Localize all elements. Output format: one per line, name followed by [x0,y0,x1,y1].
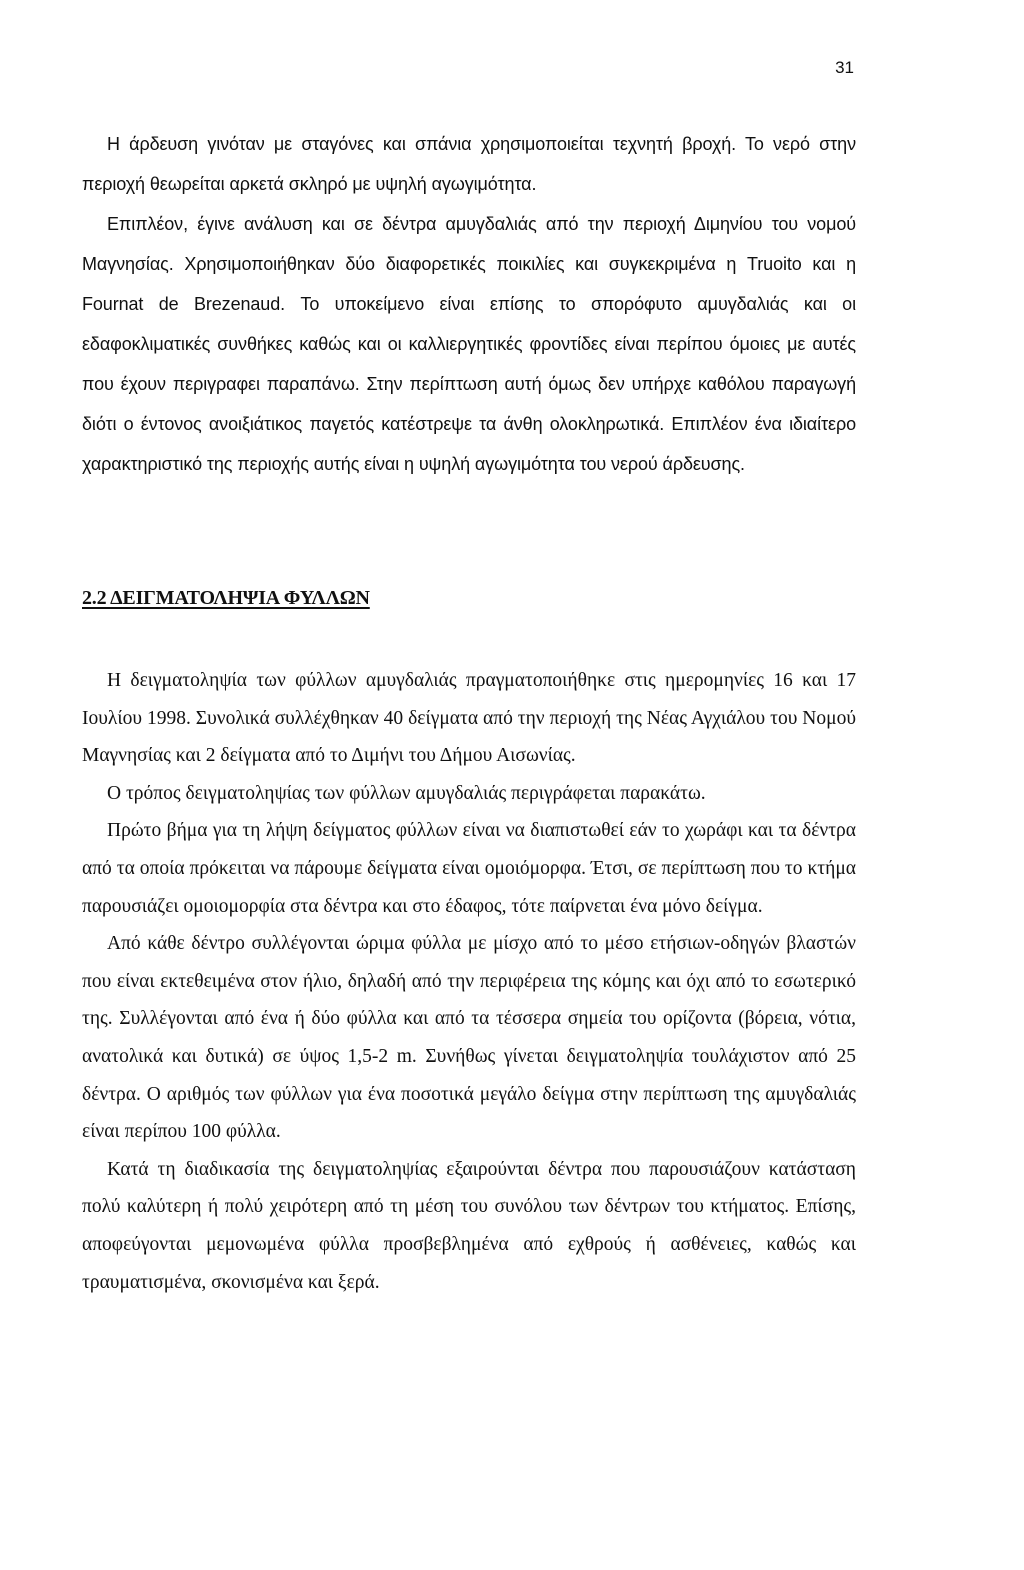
paragraph-sampling-method-intro: Ο τρόπος δειγματοληψίας των φύλλων αμυγδαλιάς περιγράφεται παρακάτω. [107,782,706,804]
sampling-text-block [82,662,856,1301]
paragraph-sampling-dates: Η δειγματοληψία των φύλλων αμυγδαλιάς πραγματοποιήθηκε στις ημερομηνίες 16 και 17 Ιουλίου 1998. Συνολικά συλλέχθηκαν 40 δείγματα από την περιοχή της Νέας Αγχιάλου του Νομού Μαγνησίας και 2 δείγματα από το Διμήνι του Δήμου Αισωνίας. [82,670,856,767]
paragraph-leaf-collection: Από κάθε δέντρο συλλέγονται ώριμα φύλλα με μίσχο από το μέσο ετήσιων-οδηγών βλαστών που είναι εκτεθειμένα στον ήλιο, δηλαδή από την περιφέρεια της κόμης και όχι από το εσωτερικό της. Συλλέγονται από ένα ή δύο φύλλα και από τα τέσσερα σημεία του ορίζοντα (βόρεια, νότια, ανατολικά και δυτικά) σε ύψος 1,5-2 m. Συνήθως γίνεται δειγματοληψία τουλάχιστον από 25 δέντρα. Ο αριθμός των φύλλων για ένα ποσοτικά μεγάλο δείγμα στην περίπτωση της αμυγδαλιάς είναι περίπου 100 φύλλα. [82,933,856,1143]
paragraph-dimini-analysis: Επιπλέον, έγινε ανάλυση και σε δέντρα αμυγδαλιάς από την περιοχή Διμηνίου του νομού Μαγνησίας. Χρησιμοποιήθηκαν δύο διαφορετικές ποικιλίες και συγκεκριμένα η Truoito και η Fournat de Brezenaud. Το υποκείμενο είναι επίσης το σπορόφυτο αμυγδαλιάς και οι εδαφοκλιματικές συνθήκες καθώς και οι καλλιεργητικές φροντίδες είναι περίπου όμοιες με αυτές που έχουν περιγραφει παραπάνω. Στην περίπτωση αυτή όμως δεν υπήρχε καθόλου παραγωγή διότι ο έντονος ανοιξιάτικος παγετός κατέστρεψε τα άνθη ολοκληρωτικά. Επιπλέον ένα ιδιαίτερο χαρακτηριστικό της περιοχής αυτής είναι η υψηλή αγωγιμότητα του νερού άρδευσης. [82,214,856,474]
section-heading: 2.2 ΔΕΙΓΜΑΤΟΛΗΨΙΑ ΦΥΛΛΩΝ [82,587,370,609]
paragraph-exclusions: Κατά τη διαδικασία της δειγματοληψίας εξαιρούνται δέντρα που παρουσιάζουν κατάσταση πολύ καλύτερη ή πολύ χειρότερη από τη μέση του συνόλου των δέντρων του κτήματος. Επίσης, αποφεύγονται μεμονωμένα φύλλα προσβεβλημένα από εχθρούς ή ασθένειες, καθώς και τραυματισμένα, σκονισμένα και ξερά. [82,1158,856,1293]
paragraph-irrigation: Η άρδευση γινόταν με σταγόνες και σπάνια χρησιμοποιείται τεχνητή βροχή. Το νερό στην περιοχή θεωρείται αρκετά σκληρό με υψηλή αγωγιμότητα. [82,134,856,194]
paragraph-first-step: Πρώτο βήμα για τη λήψη δείγματος φύλλων είναι να διαπιστωθεί εάν το χωράφι και τα δέντρα από τα οποία πρόκειται να πάρουμε δείγματα είναι ομοιόμορφα. Έτσι, σε περίπτωση που το κτήμα παρουσιάζει ομοιομορφία στα δέντρα και στο έδαφος, τότε παίρνεται ένα μόνο δείγμα. [82,820,856,917]
page-number: 31 [835,58,854,77]
intro-text-block [82,124,856,484]
